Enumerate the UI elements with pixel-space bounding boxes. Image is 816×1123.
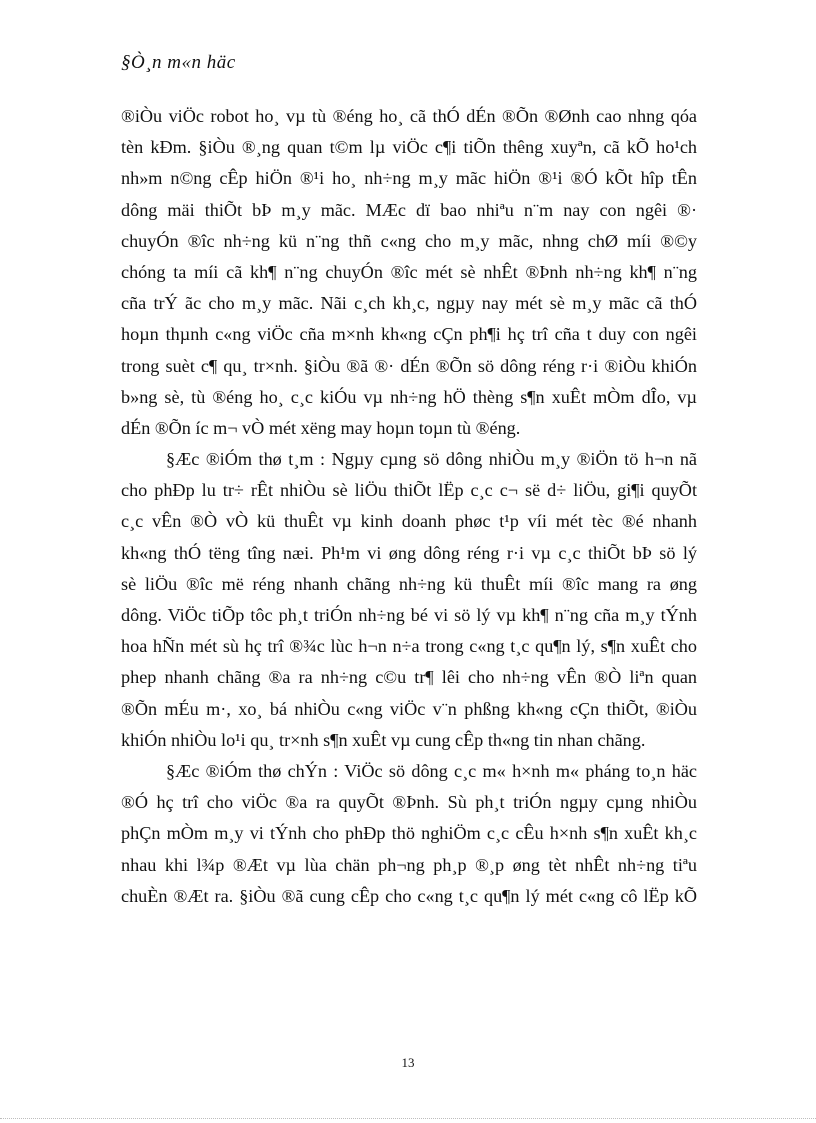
paragraph-1	[121, 101, 697, 444]
text-line: b»ng sè, tù ®éng ho¸ c¸c kiÓu vµ nh÷ng hÖ thèng s¶n xuÊt mÒm dÎo, vµ	[121, 386, 697, 407]
text-line: chóng ta míi cã kh¶ n¨ng chuyÓn ®îc mét sè nhÊt ®Þnh nh÷ng kh¶ n¨ng	[121, 261, 697, 282]
text-line: cho phÐp lu tr÷ rÊt nhiÒu sè liÖu thiÕt lËp c¸c c¬ së d÷ liÖu, gi¶i quyÕt	[121, 480, 697, 501]
text-line: §Æc ®iÓm thø t¸m : Ngµy cµng sö dông nhiÒu m¸y ®iÖn tö h¬n nã	[166, 449, 697, 470]
document-body	[121, 101, 697, 912]
text-line: c¸c vÊn ®Ò vÒ kü thuÊt vµ kinh doanh phøc t¹p víi mét tèc ®é nhanh	[121, 511, 697, 532]
text-line: dông mäi thiÕt bÞ m¸y mãc. MÆc dï bao nhiªu n¨m nay con ngêi ®·	[121, 199, 697, 220]
paragraph-3	[121, 756, 697, 912]
page-bottom-divider	[0, 1118, 816, 1119]
text-line: ®Õn mÉu m·, xo¸ bá nhiÒu c«ng viÖc v¨n phßng kh«ng cÇn thiÕt, ®iÒu	[121, 698, 697, 719]
text-line: §Æc ®iÓm thø chÝn : ViÖc sö dông c¸c m« h×nh m« pháng to¸n häc	[166, 760, 697, 781]
text-line: tèn kÐm. §iÒu ®¸ng quan t©m lµ viÖc c¶i tiÕn thêng xuyªn, cã kÕ ho¹ch	[121, 137, 697, 158]
text-line: nhau khi l¾p ®Æt vµ lùa chän ph¬ng ph¸p ®¸p øng tèt nhÊt nh÷ng tiªu	[121, 854, 697, 875]
text-line: sè liÖu ®îc më réng nhanh chãng nh÷ng kü thuÊt míi ®îc mang ra øng	[121, 573, 697, 594]
text-line: chuÈn ®Æt ra. §iÒu ®ã cung cÊp cho c«ng t¸c qu¶n lý mét c«ng cô lËp kÕ	[121, 885, 697, 906]
text-line: hoµn thµnh c«ng viÖc cña m×nh kh«ng cÇn ph¶i hç trî cña t duy con ngêi	[121, 324, 697, 345]
text-line: phep nhanh chãng ®a ra nh÷ng c©u tr¶ lêi cho nh÷ng vÊn ®Ò liªn quan	[121, 667, 697, 688]
text-line: chuyÓn ®îc nh÷ng kü n¨ng thñ c«ng cho m¸y mãc, nhng chØ míi ®©y	[121, 230, 697, 251]
text-line: kh«ng thÓ tëng tîng næi. Ph¹m vi øng dông réng r·i vµ c¸c thiÕt bÞ sö lý	[121, 542, 697, 563]
paragraph-2	[121, 444, 697, 756]
text-line: phÇn mÒm m¸y vi tÝnh cho phÐp thö nghiÖm c¸c cÊu h×nh s¶n xuÊt kh¸c	[121, 823, 697, 844]
text-line: cña trÝ ãc cho m¸y mãc. Nãi c¸ch kh¸c, ngµy nay mét sè m¸y mãc cã thÓ	[121, 293, 697, 314]
text-line: ®iÒu viÖc robot ho¸ vµ tù ®éng ho¸ cã thÓ dÉn ®Õn ®Ønh cao nhng qóa	[121, 106, 697, 126]
text-line: trong suèt c¶ qu¸ tr×nh. §iÒu ®ã ®· dÉn ®Õn sö dông réng r·i ®iÒu khiÓn	[121, 355, 697, 376]
page-header: §Ò¸n m«n häc	[121, 52, 236, 73]
text-line: khiÓn nhiÒu lo¹i qu¸ tr×nh s¶n xuÊt vµ cung cÊp th«ng tin nhan chãng.	[121, 729, 646, 750]
text-line: ®Ó hç trî cho viÖc ®a ra quyÕt ®Þnh. Sù ph¸t triÓn ngµy cµng nhiÒu	[121, 792, 697, 813]
text-line: nh»m n©ng cÊp hiÖn ®¹i ho¸ nh÷ng m¸y mãc hiÖn ®¹i ®Ó kÕt hîp tÊn	[121, 168, 697, 189]
text-line: hoa hÑn mét sù hç trî ®¾c lùc h¬n n÷a trong c«ng t¸c qu¶n lý, s¶n xuÊt cho	[121, 636, 697, 657]
text-line: dÉn ®Õn íc m¬ vÒ mét xëng may hoµn toµn tù ®éng.	[121, 417, 521, 438]
page-number: 13	[401, 1055, 415, 1070]
text-line: dông. ViÖc tiÕp tôc ph¸t triÓn nh÷ng bé vi sö lý vµ kh¶ n¨ng cña m¸y tÝnh	[121, 605, 697, 625]
